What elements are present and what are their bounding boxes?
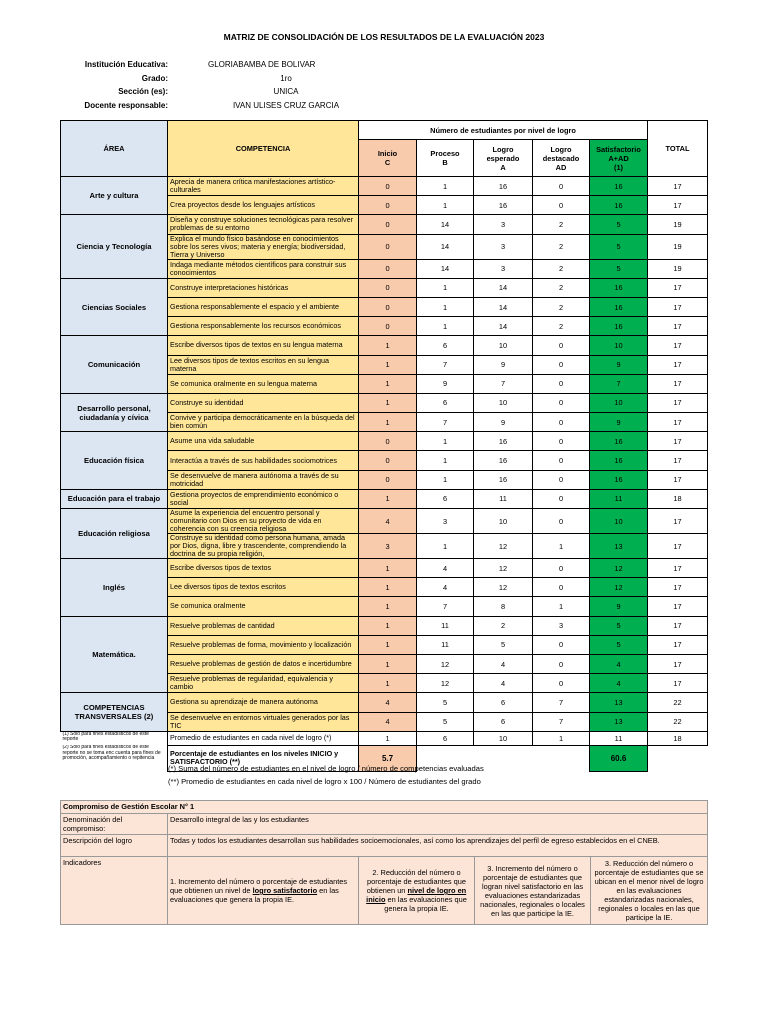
cell-inicio: 0 bbox=[359, 470, 417, 489]
cell-esperado: 14 bbox=[474, 278, 533, 297]
header-satisfactorio: Satisfactorio A+AD (1) bbox=[590, 140, 648, 177]
cell-esperado: 12 bbox=[474, 534, 533, 559]
cell-proceso: 7 bbox=[417, 597, 474, 616]
cell-total: 17 bbox=[648, 674, 708, 693]
competencia-cell: Gestiona responsablemente el espacio y el ambiente bbox=[168, 297, 359, 316]
header-destacado: Logro destacado AD bbox=[533, 140, 590, 177]
cell-total: 17 bbox=[648, 534, 708, 559]
cell-inicio: 0 bbox=[359, 177, 417, 196]
competencia-cell: Lee diversos tipos de textos escritos bbox=[168, 578, 359, 597]
table-row bbox=[61, 215, 708, 234]
descripcion-value: Todas y todos los estudiantes desarrollan sus habilidades socioemocionales, así como los aprendizajes del perfil de egreso establecidos en el CNEB. bbox=[168, 835, 708, 857]
promedio-proceso: 6 bbox=[417, 731, 474, 745]
cell-proceso: 1 bbox=[417, 317, 474, 336]
porcentaje-inicio: 5.7 bbox=[359, 745, 417, 771]
cell-inicio: 1 bbox=[359, 559, 417, 578]
note-2: (2) Solo para fines estadísticos de este reporte no se toma enc cuenta para fines de promoción, acompañamiento o repitencia bbox=[62, 745, 161, 762]
cell-inicio: 1 bbox=[359, 489, 417, 508]
cell-total: 17 bbox=[648, 509, 708, 534]
cell-satisfactorio: 9 bbox=[590, 597, 648, 616]
competencia-cell: Gestiona proyectos de emprendimiento económico o social bbox=[168, 489, 359, 508]
header-competencia: COMPETENCIA bbox=[168, 121, 359, 177]
cell-esperado: 3 bbox=[474, 215, 533, 234]
competencia-cell: Indaga mediante métodos científicos para construir sus conocimientos bbox=[168, 259, 359, 278]
cell-total: 17 bbox=[648, 654, 708, 673]
competencia-cell: Gestiona responsablemente los recursos económicos bbox=[168, 317, 359, 336]
cell-proceso: 4 bbox=[417, 559, 474, 578]
table-row bbox=[61, 489, 708, 508]
area-name: Desarrollo personal, ciudadanía y cívica bbox=[61, 393, 168, 431]
cell-satisfactorio: 16 bbox=[590, 451, 648, 470]
cell-satisfactorio: 12 bbox=[590, 559, 648, 578]
cell-total: 17 bbox=[648, 470, 708, 489]
cell-destacado: 0 bbox=[533, 177, 590, 196]
info-block bbox=[60, 58, 388, 112]
info-row-docente bbox=[60, 99, 388, 113]
cell-satisfactorio: 12 bbox=[590, 578, 648, 597]
competencia-cell: Escribe diversos tipos de textos en su lengua materna bbox=[168, 336, 359, 355]
cell-total: 22 bbox=[648, 712, 708, 731]
area-name: Comunicación bbox=[61, 336, 168, 394]
cell-esperado: 12 bbox=[474, 559, 533, 578]
descripcion-label: Descripción del logro bbox=[61, 835, 168, 857]
cell-esperado: 14 bbox=[474, 317, 533, 336]
cell-inicio: 0 bbox=[359, 297, 417, 316]
cell-inicio: 3 bbox=[359, 534, 417, 559]
cell-satisfactorio: 5 bbox=[590, 234, 648, 259]
cell-esperado: 16 bbox=[474, 432, 533, 451]
cell-destacado: 0 bbox=[533, 196, 590, 215]
cell-inicio: 1 bbox=[359, 336, 417, 355]
cell-total: 17 bbox=[648, 451, 708, 470]
cell-satisfactorio: 10 bbox=[590, 393, 648, 412]
cell-destacado: 3 bbox=[533, 616, 590, 635]
cell-esperado: 16 bbox=[474, 196, 533, 215]
header-inicio: Inicio C bbox=[359, 140, 417, 177]
competencia-cell: Se desenvuelve en entornos virtuales generados por las TIC bbox=[168, 712, 359, 731]
cell-inicio: 4 bbox=[359, 509, 417, 534]
spacer bbox=[648, 745, 708, 771]
cell-destacado: 0 bbox=[533, 432, 590, 451]
cell-total: 17 bbox=[648, 374, 708, 393]
header-nivel: Número de estudiantes por nivel de logro bbox=[359, 121, 648, 140]
cell-total: 17 bbox=[648, 597, 708, 616]
cell-proceso: 1 bbox=[417, 278, 474, 297]
cell-destacado: 0 bbox=[533, 336, 590, 355]
competencia-cell: Convive y participa democráticamente en la búsqueda del bien común bbox=[168, 413, 359, 432]
cell-destacado: 0 bbox=[533, 393, 590, 412]
cell-proceso: 11 bbox=[417, 635, 474, 654]
cell-proceso: 6 bbox=[417, 393, 474, 412]
cell-satisfactorio: 9 bbox=[590, 355, 648, 374]
page-title: MATRIZ DE CONSOLIDACIÓN DE LOS RESULTADOS DE LA EVALUACIÓN 2023 bbox=[223, 32, 545, 42]
cell-total: 17 bbox=[648, 616, 708, 635]
competencia-cell: Interactúa a través de sus habilidades sociomotrices bbox=[168, 451, 359, 470]
cell-inicio: 0 bbox=[359, 278, 417, 297]
header-area: ÁREA bbox=[61, 121, 168, 177]
info-row-grado bbox=[60, 72, 388, 86]
cell-proceso: 1 bbox=[417, 432, 474, 451]
area-name: Educación para el trabajo bbox=[61, 489, 168, 508]
competencia-cell: Se desenvuelve de manera autónoma a través de su motricidad bbox=[168, 470, 359, 489]
cell-total: 17 bbox=[648, 559, 708, 578]
cell-total: 17 bbox=[648, 413, 708, 432]
cell-inicio: 0 bbox=[359, 259, 417, 278]
cell-satisfactorio: 16 bbox=[590, 278, 648, 297]
cell-esperado: 16 bbox=[474, 470, 533, 489]
area-name: Inglés bbox=[61, 559, 168, 617]
cell-total: 17 bbox=[648, 278, 708, 297]
cell-destacado: 0 bbox=[533, 470, 590, 489]
competencia-cell: Aprecia de manera crítica manifestaciones artístico-culturales bbox=[168, 177, 359, 196]
cell-esperado: 16 bbox=[474, 177, 533, 196]
cell-proceso: 1 bbox=[417, 177, 474, 196]
indicador-4: 3. Reducción del número o porcentaje de estudiantes que se ubican en el menor nivel de logro en las evaluaciones estandarizadas nacionales, regionales o locales en las que participe la IE. bbox=[591, 857, 708, 925]
cell-total: 17 bbox=[648, 432, 708, 451]
footnote-2: (**) Promedio de estudiantes en cada nivel de logro x 100 / Número de estudiantes del grado bbox=[168, 777, 481, 786]
denominacion-label: Denominación del compromiso: bbox=[61, 814, 168, 835]
info-label: Institución Educativa: bbox=[84, 60, 168, 69]
cell-inicio: 1 bbox=[359, 597, 417, 616]
cell-inicio: 1 bbox=[359, 674, 417, 693]
competencia-cell: Se comunica oralmente bbox=[168, 597, 359, 616]
cell-satisfactorio: 16 bbox=[590, 432, 648, 451]
cell-destacado: 2 bbox=[533, 317, 590, 336]
cell-satisfactorio: 7 bbox=[590, 374, 648, 393]
cell-satisfactorio: 13 bbox=[590, 712, 648, 731]
cell-esperado: 2 bbox=[474, 616, 533, 635]
table-row bbox=[61, 432, 708, 451]
competencia-cell: Lee diversos tipos de textos escritos en su lengua materna bbox=[168, 355, 359, 374]
cell-destacado: 0 bbox=[533, 489, 590, 508]
cell-total: 17 bbox=[648, 297, 708, 316]
cell-inicio: 1 bbox=[359, 578, 417, 597]
cell-esperado: 9 bbox=[474, 355, 533, 374]
competencia-cell: Diseña y construye soluciones tecnológicas para resolver problemas de su entorno bbox=[168, 215, 359, 234]
cell-inicio: 0 bbox=[359, 234, 417, 259]
cell-total: 18 bbox=[648, 489, 708, 508]
competencia-cell: Resuelve problemas de gestión de datos e incertidumbre bbox=[168, 654, 359, 673]
cell-proceso: 12 bbox=[417, 654, 474, 673]
competencia-cell: Resuelve problemas de forma, movimiento y localización bbox=[168, 635, 359, 654]
promedio-esperado: 10 bbox=[474, 731, 533, 745]
area-name: Ciencias Sociales bbox=[61, 278, 168, 336]
area-name: Ciencia y Tecnología bbox=[61, 215, 168, 278]
cell-total: 17 bbox=[648, 317, 708, 336]
info-value: UNICA bbox=[273, 87, 299, 96]
porcentaje-label: Porcentaje de estudiantes en los niveles INICIO y SATISFACTORIO (**) bbox=[168, 745, 359, 771]
promedio-label: Promedio de estudiantes en cada nivel de logro (*) bbox=[168, 731, 359, 745]
promedio-satisfactorio: 11 bbox=[590, 731, 648, 745]
promedio-total: 18 bbox=[648, 731, 708, 745]
compromiso-title: Compromiso de Gestión Escolar N° 1 bbox=[61, 801, 708, 814]
cell-satisfactorio: 5 bbox=[590, 215, 648, 234]
area-name: Matemática. bbox=[61, 616, 168, 693]
cell-proceso: 4 bbox=[417, 578, 474, 597]
area-name: Arte y cultura bbox=[61, 177, 168, 215]
indicadores-label: Indicadores bbox=[61, 857, 168, 925]
cell-proceso: 1 bbox=[417, 534, 474, 559]
compromiso-table bbox=[60, 800, 708, 925]
header-proceso: Proceso B bbox=[417, 140, 474, 177]
competencia-cell: Resuelve problemas de regularidad, equivalencia y cambio bbox=[168, 674, 359, 693]
table-row bbox=[61, 278, 708, 297]
note-1: (1) Solo para fines estadísticos de este reporte bbox=[62, 731, 149, 743]
competencia-cell: Construye su identidad como persona humana, amada por Dios, digna, libre y trascendente, comprendiendo la doctrina de su propia religión, bbox=[168, 534, 359, 559]
cell-destacado: 0 bbox=[533, 654, 590, 673]
info-label: Sección (es): bbox=[118, 87, 168, 96]
cell-total: 19 bbox=[648, 259, 708, 278]
competencia-cell: Gestiona su aprendizaje de manera autónoma bbox=[168, 693, 359, 712]
cell-satisfactorio: 13 bbox=[590, 534, 648, 559]
cell-inicio: 1 bbox=[359, 355, 417, 374]
cell-esperado: 10 bbox=[474, 336, 533, 355]
cell-esperado: 4 bbox=[474, 674, 533, 693]
cell-total: 17 bbox=[648, 355, 708, 374]
cell-proceso: 14 bbox=[417, 215, 474, 234]
competencia-cell: Construye interpretaciones históricas bbox=[168, 278, 359, 297]
cell-inicio: 0 bbox=[359, 215, 417, 234]
cell-proceso: 7 bbox=[417, 413, 474, 432]
cell-esperado: 6 bbox=[474, 693, 533, 712]
cell-total: 17 bbox=[648, 177, 708, 196]
cell-proceso: 1 bbox=[417, 297, 474, 316]
cell-inicio: 4 bbox=[359, 712, 417, 731]
cell-esperado: 5 bbox=[474, 635, 533, 654]
competencia-cell: Crea proyectos desde los lenguajes artísticos bbox=[168, 196, 359, 215]
cell-destacado: 0 bbox=[533, 559, 590, 578]
cell-proceso: 14 bbox=[417, 259, 474, 278]
cell-inicio: 1 bbox=[359, 393, 417, 412]
cell-satisfactorio: 10 bbox=[590, 336, 648, 355]
cell-destacado: 2 bbox=[533, 259, 590, 278]
promedio-inicio: 1 bbox=[359, 731, 417, 745]
cell-satisfactorio: 16 bbox=[590, 297, 648, 316]
info-row-institucion bbox=[60, 58, 388, 72]
cell-destacado: 2 bbox=[533, 297, 590, 316]
cell-esperado: 4 bbox=[474, 654, 533, 673]
table-row bbox=[61, 336, 708, 355]
cell-inicio: 1 bbox=[359, 635, 417, 654]
cell-proceso: 5 bbox=[417, 693, 474, 712]
cell-destacado: 1 bbox=[533, 534, 590, 559]
cell-total: 17 bbox=[648, 635, 708, 654]
cell-satisfactorio: 16 bbox=[590, 317, 648, 336]
cell-inicio: 1 bbox=[359, 413, 417, 432]
indicador-2: 2. Reducción del número o porcentaje de estudiantes que obtienen un nivel de logro en inicio en las evaluaciones que genera la propia IE. bbox=[359, 857, 475, 925]
table-row bbox=[61, 393, 708, 412]
porcentaje-satisfactorio: 60.6 bbox=[590, 745, 648, 771]
cell-proceso: 14 bbox=[417, 234, 474, 259]
cell-satisfactorio: 5 bbox=[590, 259, 648, 278]
indicador-3: 3. Incremento del número o porcentaje de estudiantes que logran nivel satisfactorio en las evaluaciones estandarizadas nacionales, regionales o locales en las que participe la IE. bbox=[475, 857, 591, 925]
cell-esperado: 6 bbox=[474, 712, 533, 731]
cell-satisfactorio: 11 bbox=[590, 489, 648, 508]
cell-total: 17 bbox=[648, 336, 708, 355]
cell-destacado: 0 bbox=[533, 674, 590, 693]
area-name: Educación religiosa bbox=[61, 509, 168, 559]
cell-esperado: 7 bbox=[474, 374, 533, 393]
cell-esperado: 8 bbox=[474, 597, 533, 616]
cell-proceso: 1 bbox=[417, 470, 474, 489]
cell-esperado: 3 bbox=[474, 259, 533, 278]
cell-satisfactorio: 5 bbox=[590, 635, 648, 654]
cell-esperado: 9 bbox=[474, 413, 533, 432]
cell-inicio: 0 bbox=[359, 451, 417, 470]
cell-satisfactorio: 4 bbox=[590, 654, 648, 673]
cell-destacado: 0 bbox=[533, 578, 590, 597]
cell-destacado: 2 bbox=[533, 234, 590, 259]
info-value: 1ro bbox=[280, 73, 292, 83]
competencia-cell: Escribe diversos tipos de textos bbox=[168, 559, 359, 578]
cell-proceso: 1 bbox=[417, 451, 474, 470]
competencia-cell: Construye su identidad bbox=[168, 393, 359, 412]
promedio-destacado: 1 bbox=[533, 731, 590, 745]
cell-esperado: 3 bbox=[474, 234, 533, 259]
cell-satisfactorio: 16 bbox=[590, 177, 648, 196]
cell-proceso: 1 bbox=[417, 196, 474, 215]
cell-esperado: 16 bbox=[474, 451, 533, 470]
cell-proceso: 5 bbox=[417, 712, 474, 731]
table-row bbox=[61, 509, 708, 534]
header-total: TOTAL bbox=[648, 121, 708, 177]
competencia-cell: Asume una vida saludable bbox=[168, 432, 359, 451]
cell-inicio: 1 bbox=[359, 616, 417, 635]
table-row bbox=[61, 616, 708, 635]
cell-satisfactorio: 9 bbox=[590, 413, 648, 432]
cell-destacado: 7 bbox=[533, 693, 590, 712]
area-name: Educación física bbox=[61, 432, 168, 490]
denominacion-value: Desarrollo integral de las y los estudiantes bbox=[168, 814, 708, 835]
cell-total: 17 bbox=[648, 578, 708, 597]
cell-esperado: 11 bbox=[474, 489, 533, 508]
cell-total: 19 bbox=[648, 215, 708, 234]
cell-total: 17 bbox=[648, 393, 708, 412]
info-value: IVAN ULISES CRUZ GARCIA bbox=[232, 100, 340, 110]
cell-proceso: 6 bbox=[417, 489, 474, 508]
competencia-cell: Resuelve problemas de cantidad bbox=[168, 616, 359, 635]
cell-destacado: 7 bbox=[533, 712, 590, 731]
cell-total: 17 bbox=[648, 196, 708, 215]
cell-destacado: 0 bbox=[533, 413, 590, 432]
info-label: Docente responsable: bbox=[84, 100, 168, 110]
header-esperado: Logro esperado A bbox=[474, 140, 533, 177]
table-row bbox=[61, 559, 708, 578]
cell-inicio: 0 bbox=[359, 196, 417, 215]
competencia-cell: Se comunica oralmente en su lengua materna bbox=[168, 374, 359, 393]
cell-destacado: 2 bbox=[533, 215, 590, 234]
cell-satisfactorio: 10 bbox=[590, 509, 648, 534]
cell-proceso: 7 bbox=[417, 355, 474, 374]
cell-inicio: 0 bbox=[359, 432, 417, 451]
competencia-cell: Explica el mundo físico basándose en conocimientos sobre los seres vivos; materia y energía; biodiversidad, Tierra y Universo bbox=[168, 234, 359, 259]
cell-inicio: 1 bbox=[359, 374, 417, 393]
cell-esperado: 14 bbox=[474, 297, 533, 316]
cell-total: 19 bbox=[648, 234, 708, 259]
cell-esperado: 10 bbox=[474, 509, 533, 534]
cell-satisfactorio: 4 bbox=[590, 674, 648, 693]
cell-destacado: 0 bbox=[533, 635, 590, 654]
info-row-seccion bbox=[60, 85, 388, 99]
cell-proceso: 11 bbox=[417, 616, 474, 635]
info-value: GLORIABAMBA DE BOLIVAR bbox=[208, 60, 316, 69]
indicador-1: 1. Incremento del número o porcentaje de estudiantes que obtienen un nivel de logro satisfactorio en las evaluaciones que genera la propia IE. bbox=[168, 857, 359, 925]
cell-esperado: 12 bbox=[474, 578, 533, 597]
cell-inicio: 0 bbox=[359, 317, 417, 336]
cell-destacado: 0 bbox=[533, 355, 590, 374]
cell-satisfactorio: 16 bbox=[590, 196, 648, 215]
cell-proceso: 3 bbox=[417, 509, 474, 534]
footnote-1: (*) Suma del número de estudiantes en el nivel de logro / número de competencias evaluadas bbox=[168, 764, 484, 773]
cell-proceso: 12 bbox=[417, 674, 474, 693]
area-name: COMPETENCIAS TRANSVERSALES (2) bbox=[61, 693, 168, 731]
cell-destacado: 0 bbox=[533, 509, 590, 534]
cell-esperado: 10 bbox=[474, 393, 533, 412]
info-label: Grado: bbox=[141, 73, 168, 83]
results-table bbox=[60, 120, 708, 772]
cell-proceso: 6 bbox=[417, 336, 474, 355]
cell-satisfactorio: 16 bbox=[590, 470, 648, 489]
cell-destacado: 2 bbox=[533, 278, 590, 297]
cell-total: 22 bbox=[648, 693, 708, 712]
cell-proceso: 9 bbox=[417, 374, 474, 393]
table-row bbox=[61, 177, 708, 196]
cell-satisfactorio: 5 bbox=[590, 616, 648, 635]
cell-satisfactorio: 13 bbox=[590, 693, 648, 712]
cell-destacado: 1 bbox=[533, 597, 590, 616]
cell-destacado: 0 bbox=[533, 374, 590, 393]
cell-inicio: 4 bbox=[359, 693, 417, 712]
cell-inicio: 1 bbox=[359, 654, 417, 673]
cell-destacado: 0 bbox=[533, 451, 590, 470]
table-row bbox=[61, 693, 708, 712]
competencia-cell: Asume la experiencia del encuentro personal y comunitario con Dios en su proyecto de vida en coherencia con su creencia religiosa bbox=[168, 509, 359, 534]
